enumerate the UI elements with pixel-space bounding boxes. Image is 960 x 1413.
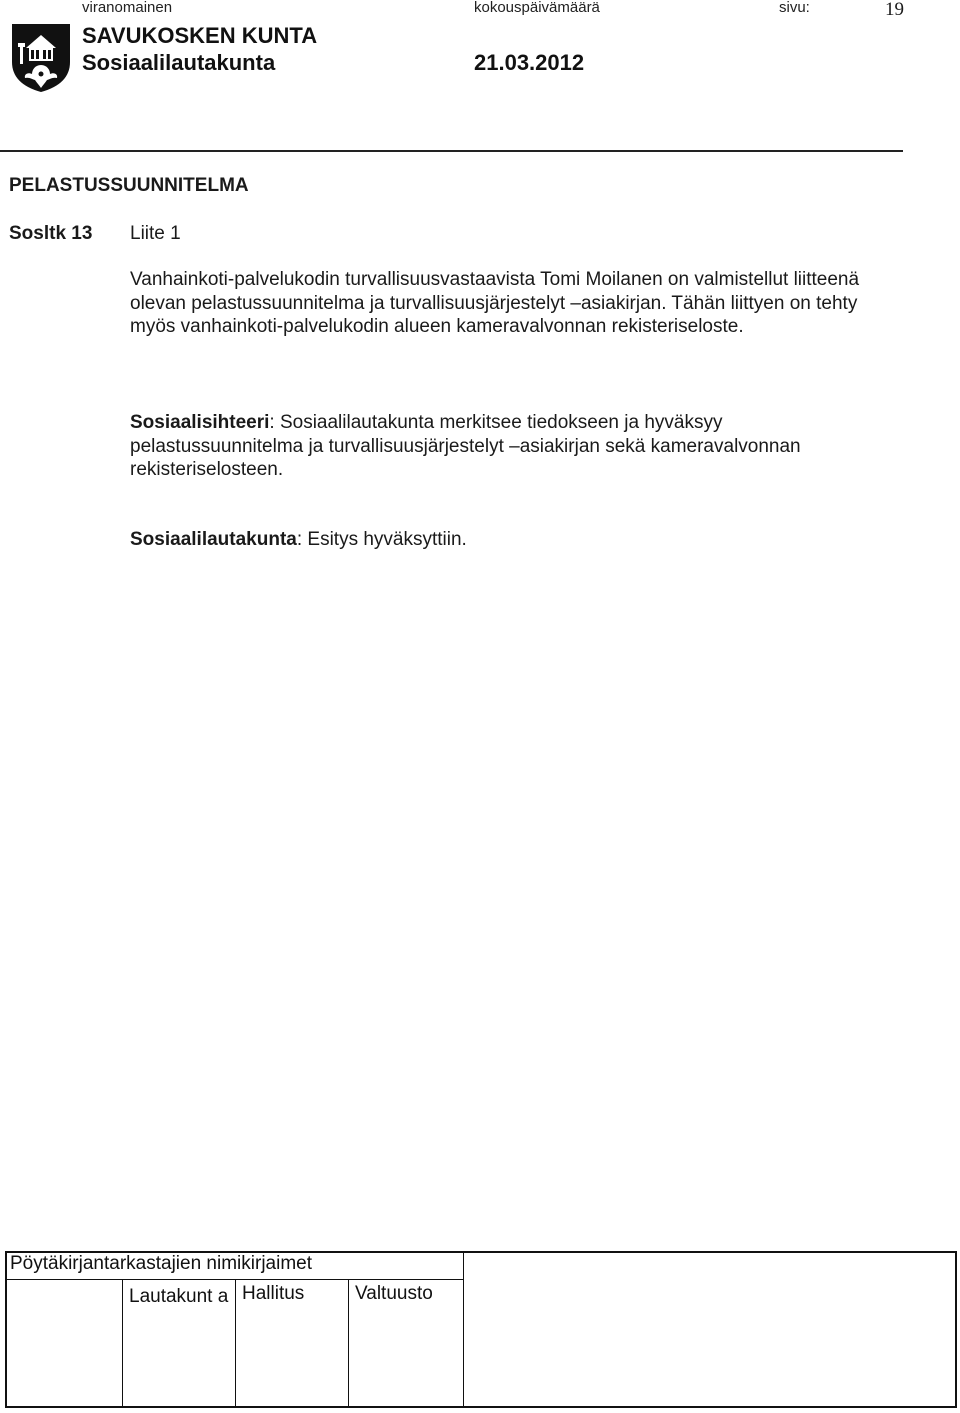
proposal-paragraph — [130, 411, 890, 482]
page-number: 19 — [885, 0, 904, 20]
decision-label: Sosiaalilautakunta — [130, 529, 297, 550]
section-id: Sosltk 13 — [9, 223, 93, 244]
column-valtuusto: Valtuusto — [355, 1283, 433, 1304]
municipality-name: SAVUKOSKEN KUNTA — [82, 23, 318, 48]
decision-paragraph — [130, 528, 890, 552]
initials-title: Pöytäkirjantarkastajien nimikirjaimet — [10, 1253, 312, 1274]
label-page: sivu: — [779, 0, 810, 16]
attachment-label: Liite 1 — [130, 223, 181, 244]
document-heading: PELASTUSSUUNNITELMA — [9, 175, 249, 196]
table-divider — [235, 1279, 236, 1408]
label-authority: viranomainen — [82, 0, 173, 16]
initials-table — [5, 1251, 957, 1408]
table-divider — [463, 1279, 464, 1408]
header-divider — [0, 150, 903, 152]
decision-text: : Esitys hyväksyttiin. — [296, 529, 467, 550]
proposal-text: : Sosiaalilautakunta merkitsee tiedokseen ja hyväksyy pelastussuunnitelma ja turvallisuusjärjestelyt –asiakirjan sekä kameravalvonnan rekisteriselosteen. — [130, 412, 801, 480]
coat-of-arms-icon — [10, 22, 72, 94]
background-paragraph: Vanhainkoti-palvelukodin turvallisuusvastaavista Tomi Moilanen on valmistellut liitteenä olevan pelastussuunnitelma ja turvallisuusjärjestelyt –asiakirjan. Tähän liittyen on tehty myös vanhainkoti-palvelukodin alueen kameravalvonnan rekisteriseloste. — [130, 269, 860, 337]
table-divider — [122, 1279, 123, 1408]
authority-name: Sosiaalilautakunta — [82, 50, 276, 75]
proposal-label: Sosiaalisihteeri — [130, 412, 270, 433]
label-meeting-date: kokouspäivämäärä — [474, 0, 600, 16]
column-lautakunta: Lautakunt a — [129, 1286, 229, 1307]
table-divider — [463, 1253, 464, 1279]
column-hallitus: Hallitus — [242, 1283, 305, 1304]
meeting-date: 21.03.2012 — [474, 50, 585, 75]
table-divider — [348, 1279, 349, 1408]
